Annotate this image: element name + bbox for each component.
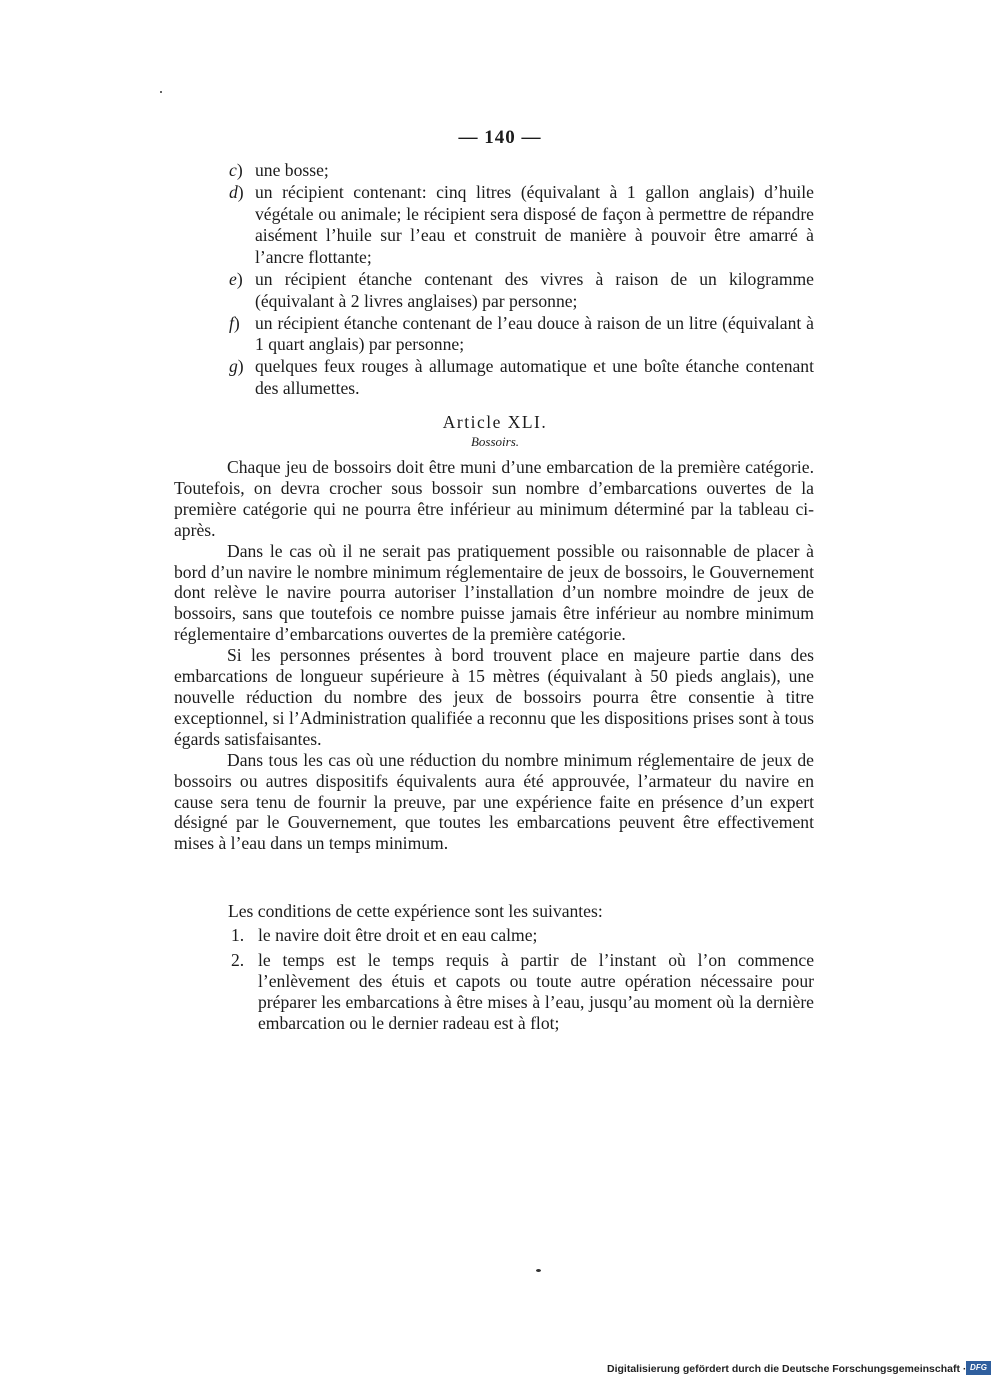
condition-item — [231, 925, 814, 946]
paragraph: Dans tous les cas où une réduction du nombre minimum réglementaire de jeux de bossoirs ou autres dispositifs équivalents aura été approuvée, l’armateur du navire en cause sera tenu de fournir la preuve, par une expérience faite en présence d’un expert désigné par le Gouvernement, que toutes les embarcations peuvent être effectivement mises à l’eau dans un temps minimum. — [174, 749, 814, 854]
dfg-logo: DFG — [966, 1361, 991, 1375]
scan-speck — [536, 1269, 541, 1272]
funding-credit: Digitalisierung gefördert durch die Deutsche Forschungsgemeinschaft · — [607, 1363, 967, 1375]
list-item-text: un récipient contenant: cinq litres (équivalant à 1 gallon anglais) d’huile végétale ou animale; le récipient sera disposé de façon à permettre de répandre aisément l’huile sur l’eau et construit de manière à pouvoir être amarré à l’ancre flottante; — [255, 181, 814, 268]
list-item — [229, 160, 814, 182]
condition-text: le temps est le temps requis à partir de l’instant où l’on commence l’enlèvement des étuis et capots ou toute autre opération nécessaire pour préparer les embarcations à être mises à l’eau, jusqu’au moment où la dernière embarcation ou le dernier radeau est à flot; — [258, 949, 814, 1034]
list-marker: c) — [229, 160, 243, 180]
conditions-section — [174, 901, 814, 1038]
article-subtitle: Bossoirs. — [470, 434, 520, 449]
list-item-text: un récipient étanche contenant de l’eau douce à raison de un litre (équivalant à 1 quart anglais) par personne; — [255, 312, 814, 355]
condition-number: 1. — [231, 925, 245, 946]
condition-number: 2. — [231, 949, 245, 970]
scan-speck — [160, 91, 162, 93]
article-title: Article XLI. — [442, 412, 548, 432]
list-item — [229, 182, 814, 269]
list-marker: g) — [229, 356, 244, 377]
list-item — [229, 313, 814, 357]
condition-item — [231, 950, 814, 1035]
condition-text: le navire doit être droit et en eau calme; — [258, 925, 538, 946]
list-item — [229, 269, 814, 313]
paragraph: Si les personnes présentes à bord trouvent place en majeure partie dans des embarcations de longueur supérieure à 15 mètres (équivalant à 50 pieds anglais), une nouvelle réduction du nombre des jeux de bossoirs pourra être consentie à titre exceptionnel, si l’Administration qualifiée a reconnu que les dispositions prises sont à tous égards satisfaisantes. — [174, 645, 814, 749]
equipment-list — [229, 160, 814, 400]
article-body — [174, 457, 814, 854]
list-item-text: quelques feux rouges à allumage automatique et une boîte étanche contenant des allumettes. — [255, 356, 814, 398]
list-item-text: une bosse; — [255, 160, 329, 180]
paragraph: Chaque jeu de bossoirs doit être muni d’une embarcation de la première catégorie. Toutefois, on devra crocher sous bossoir sun nombre d’embarcations ouvertes de la première catégorie qui ne pourra être inférieur au minimum déterminé par la tableau ci-après. — [174, 457, 814, 540]
page-number: — 140 — — [458, 127, 542, 148]
list-marker: e) — [229, 268, 243, 289]
list-marker: f) — [229, 312, 240, 333]
list-item — [229, 356, 814, 400]
list-item-text: un récipient étanche contenant des vivres à raison de un kilogramme (équivalant à 2 livres anglaises) par personne; — [255, 268, 814, 311]
list-marker: d) — [229, 181, 244, 202]
conditions-list — [231, 925, 814, 1034]
paragraph: Dans le cas où il ne serait pas pratiquement possible ou raisonnable de placer à bord d’un navire le nombre minimum réglementaire de jeux de bossoirs, le Gouvernement dont relève le navire pourra autoriser l’installation d’un nombre moindre de jeux de bossoirs, sans que toutefois ce nombre puisse jamais être inférieur au nombre minimum réglementaire d’embarcations ouvertes de la première catégorie. — [174, 540, 814, 645]
conditions-intro: Les conditions de cette expérience sont les suivantes: — [228, 901, 603, 921]
